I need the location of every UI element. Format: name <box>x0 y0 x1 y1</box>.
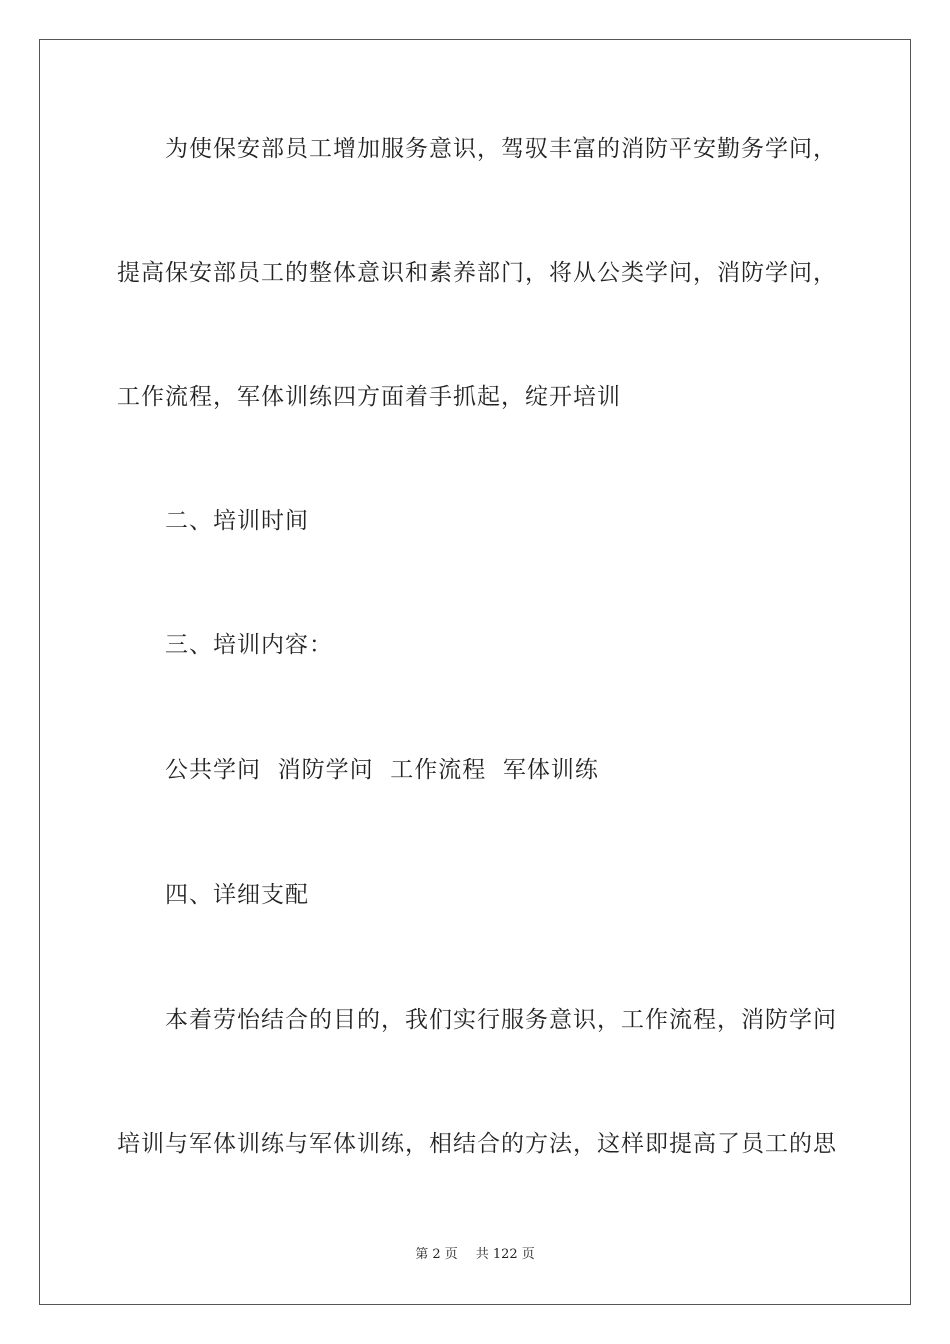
paragraph-line: 工作流程，军体训练四方面着手抓起，绽开培训 <box>117 384 621 410</box>
page-total: 共 122 页 <box>475 1247 535 1262</box>
page-footer <box>0 1246 950 1264</box>
page-number: 第 2 页 <box>415 1247 458 1262</box>
paragraph-line: 为使保安部员工增加服务意识，驾驭丰富的消防平安勤务学问， <box>165 136 837 162</box>
paragraph-line: 本着劳怡结合的目的，我们实行服务意识，工作流程，消防学问 <box>165 1007 837 1033</box>
paragraph-line: 公共学问 消防学问 工作流程 军体训练 <box>165 757 599 783</box>
paragraph-line: 培训与军体训练与军体训练，相结合的方法，这样即提高了员工的思 <box>117 1131 837 1157</box>
paragraph-line: 提高保安部员工的整体意识和素养部门，将从公类学问，消防学问， <box>117 260 837 286</box>
section-heading: 三、培训内容： <box>165 632 333 658</box>
section-heading: 二、培训时间 <box>165 508 309 534</box>
section-heading: 四、详细支配 <box>165 882 309 908</box>
page-border <box>39 39 911 1305</box>
